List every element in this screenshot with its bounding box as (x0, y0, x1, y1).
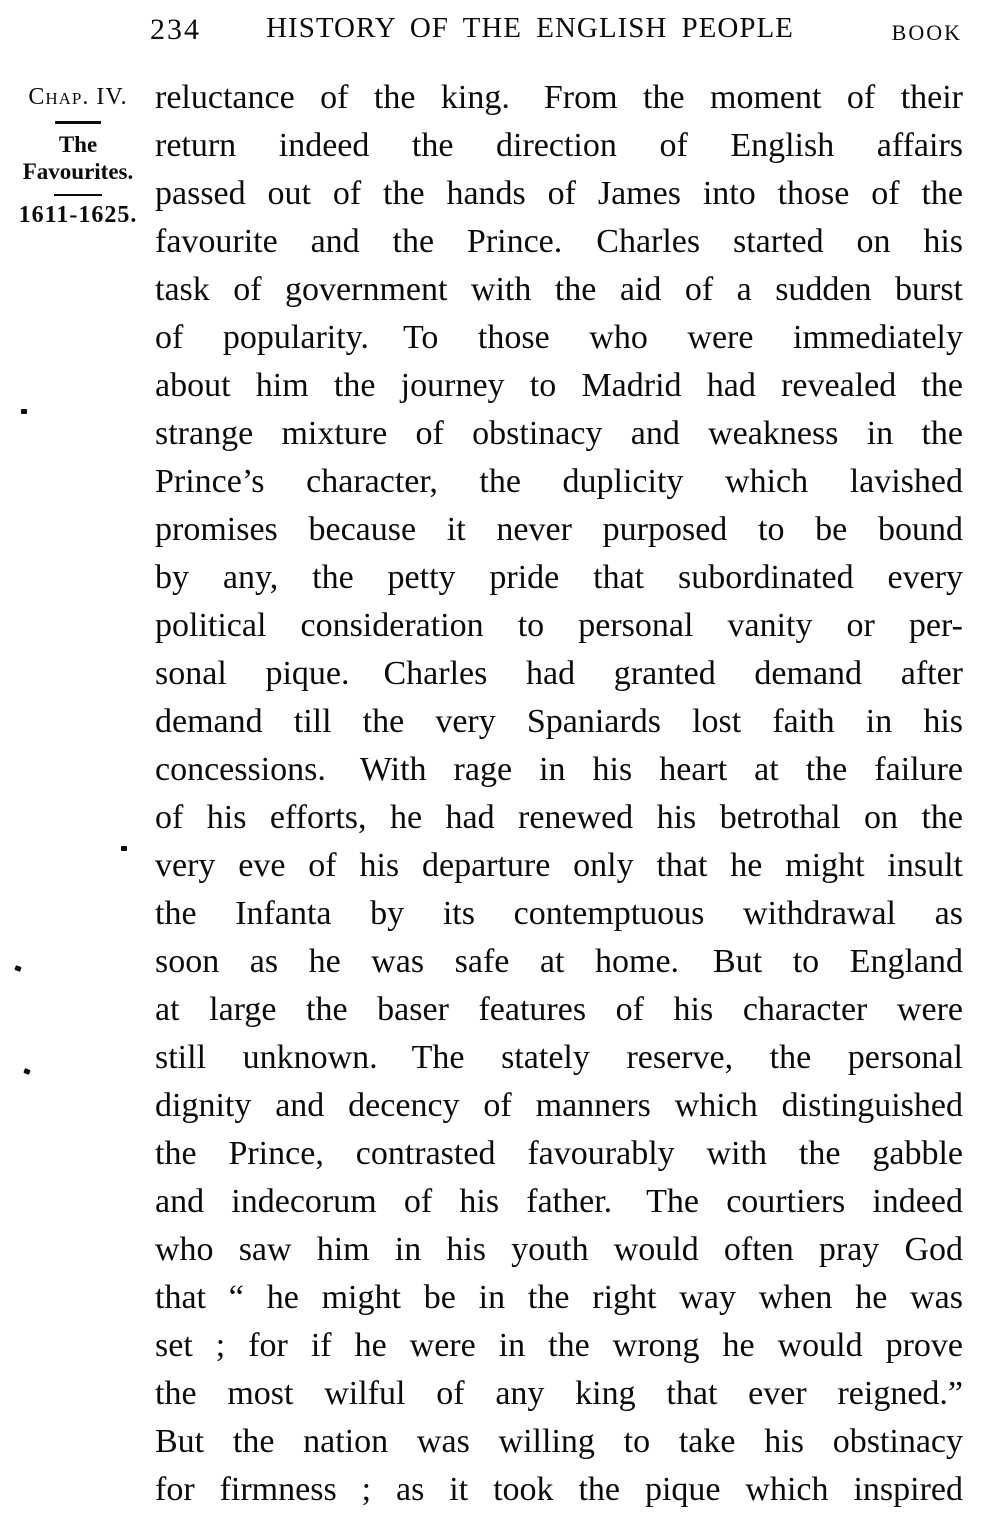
text-line: return indeed the direction of English affairs (155, 127, 963, 164)
margin-divider-rule (55, 121, 101, 124)
text-line: task of government with the aid of a sudden burst (155, 271, 963, 308)
text-line: very eve of his departure only that he might insult (155, 847, 963, 884)
running-header (0, 0, 1000, 60)
text-line: political consideration to personal vanity or per- (155, 607, 963, 644)
text-line: Prince’s character, the duplicity which lavished (155, 463, 963, 500)
scan-speck (14, 965, 21, 972)
text-line: demand till the very Spaniards lost faith in his (155, 703, 963, 740)
text-line: that “ he might be in the right way when he was (155, 1279, 963, 1316)
text-line: the most wilful of any king that ever reigned.” (155, 1375, 963, 1412)
text-line: still unknown. The stately reserve, the personal (155, 1039, 963, 1076)
text-line: the Prince, contrasted favourably with the gabble (155, 1135, 963, 1172)
text-line: about him the journey to Madrid had revealed the (155, 367, 963, 404)
scan-speck (21, 409, 27, 414)
text-line: strange mixture of obstinacy and weakness in the (155, 415, 963, 452)
body-text (155, 74, 963, 1514)
text-line: of popularity. To those who were immediately (155, 319, 963, 356)
text-line: for firmness ; as it took the pique which inspired (155, 1471, 963, 1508)
chapter-label: Chap. IV. (28, 84, 128, 110)
page-number: 234 (150, 13, 201, 46)
text-line: promises because it never purposed to be bound (155, 511, 963, 548)
text-line: reluctance of the king. From the moment of their (155, 79, 963, 116)
text-line: concessions. With rage in his heart at the failure (155, 751, 963, 788)
text-line: the Infanta by its contemptuous withdrawal as (155, 895, 963, 932)
margin-topic-label: The Favourites. (22, 132, 134, 184)
text-line: passed out of the hands of James into those of the (155, 175, 963, 212)
scan-speck (23, 1068, 30, 1075)
margin-divider-rule (54, 194, 102, 196)
text-line: favourite and the Prince. Charles started on his (155, 223, 963, 260)
text-line: dignity and decency of manners which distinguished (155, 1087, 963, 1124)
text-line: of his efforts, he had renewed his betrothal on the (155, 799, 963, 836)
text-line: set ; for if he were in the wrong he would prove (155, 1327, 963, 1364)
margin-dates-label: 1611-1625. (18, 202, 138, 228)
text-line: But the nation was willing to take his obstinacy (155, 1423, 963, 1460)
text-line: who saw him in his youth would often pray God (155, 1231, 963, 1268)
scan-speck (121, 846, 127, 851)
book-label: BOOK (891, 20, 962, 45)
text-line: sonal pique. Charles had granted demand after (155, 655, 963, 692)
margin-notes (6, 84, 150, 228)
text-line: by any, the petty pride that subordinated every (155, 559, 963, 596)
text-line: at large the baser features of his character were (155, 991, 963, 1028)
text-line: and indecorum of his father. The courtiers indeed (155, 1183, 963, 1220)
running-title: HISTORY OF THE ENGLISH PEOPLE (266, 12, 794, 44)
text-line: soon as he was safe at home. But to England (155, 943, 963, 980)
